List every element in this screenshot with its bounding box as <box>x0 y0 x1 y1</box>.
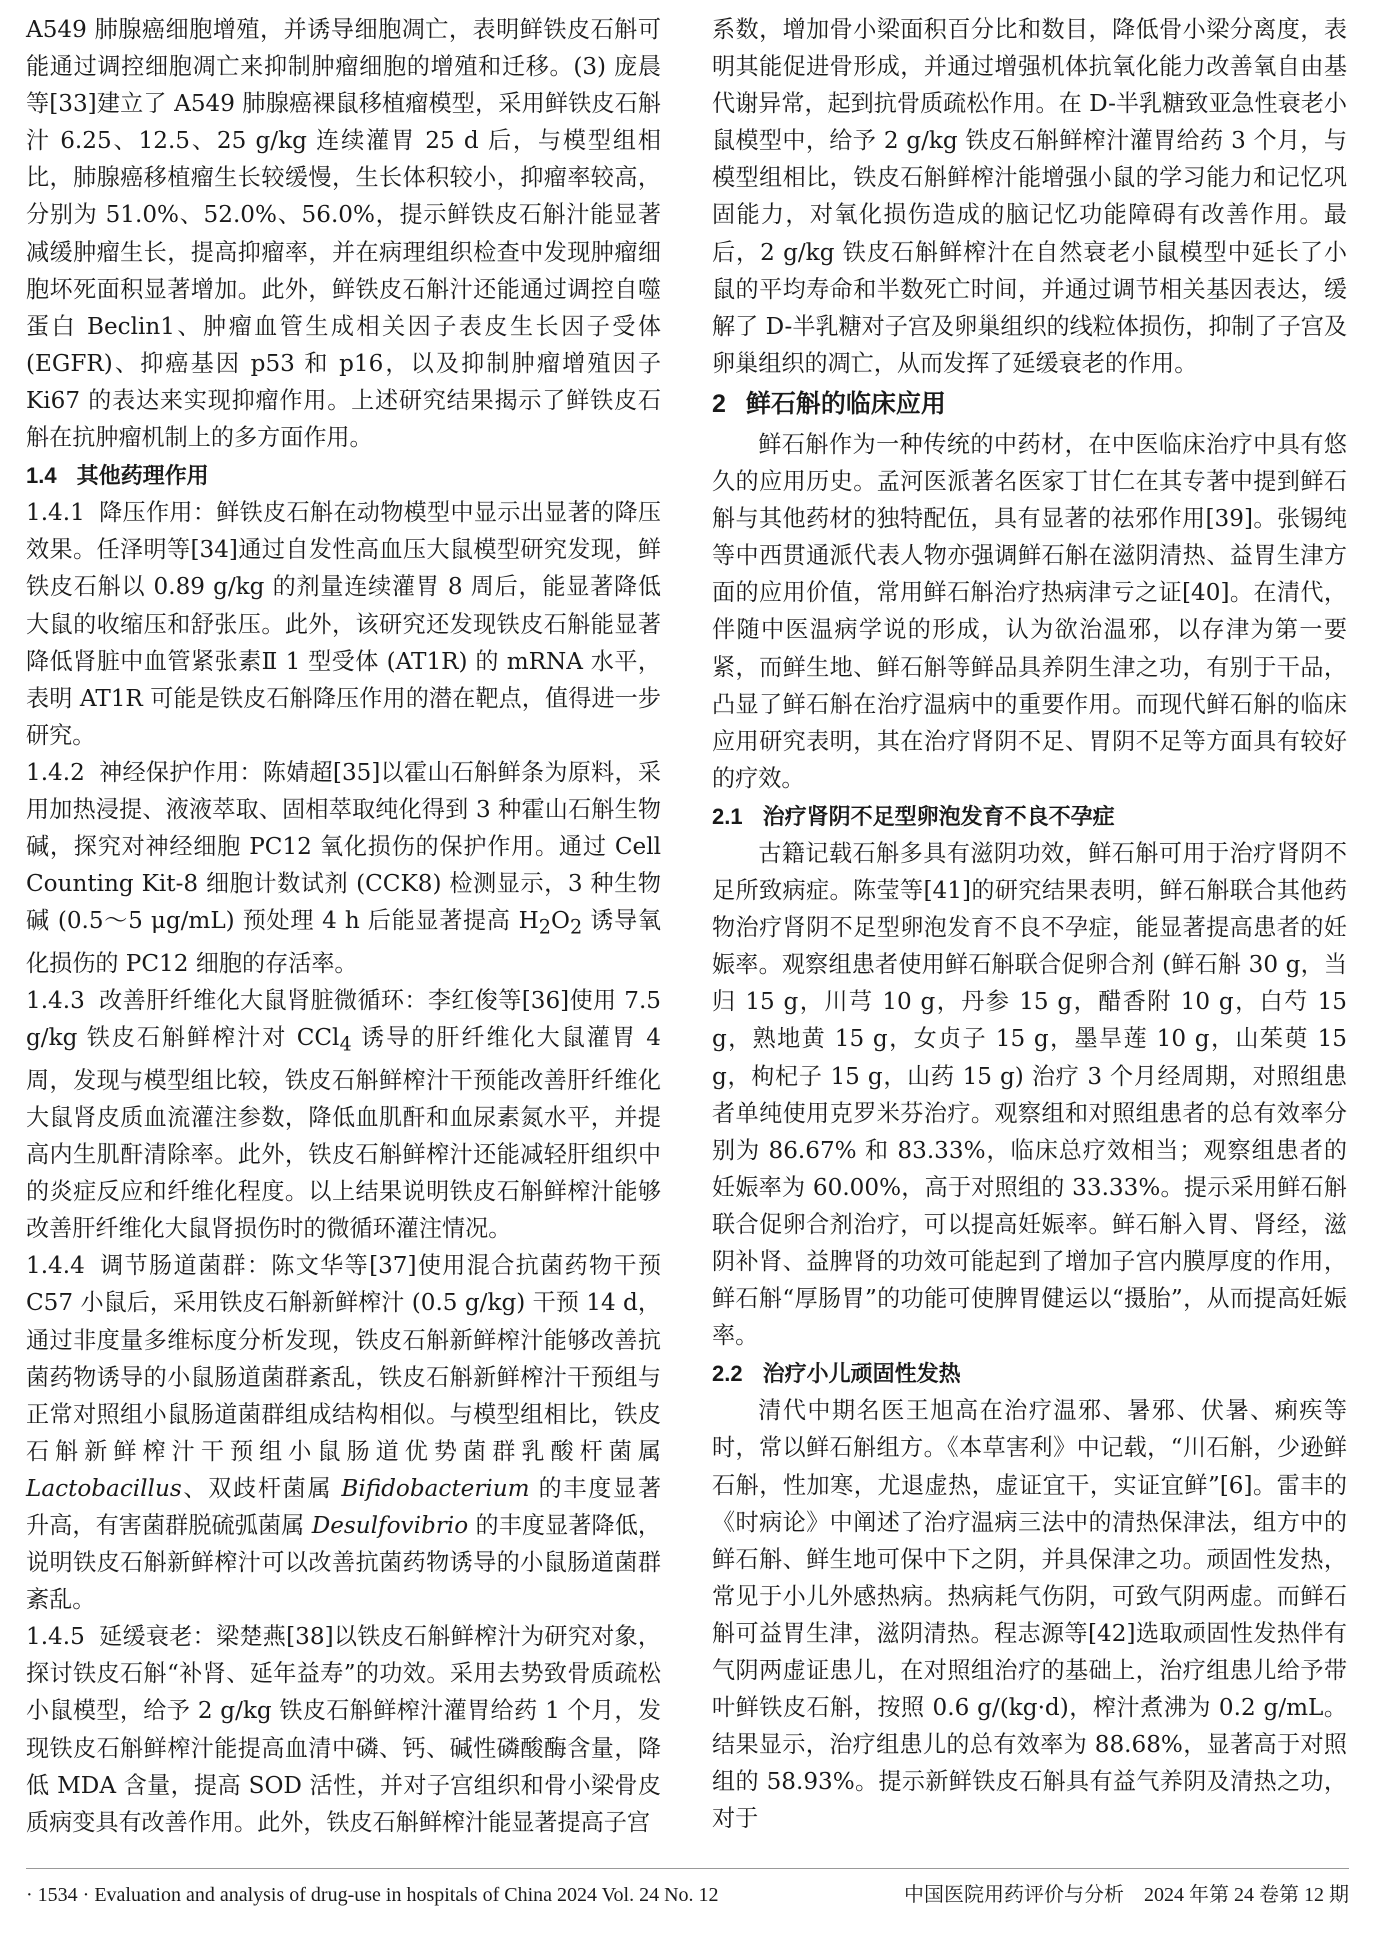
section-number: 2.1 <box>712 803 743 829</box>
subsection-text: 的丰度显著降低，说明铁皮石斛新鲜榨汁可以改善抗菌药物诱导的小鼠肠道菌群紊乱。 <box>26 1513 661 1614</box>
section-title: 其他药理作用 <box>76 464 209 490</box>
paragraph-antitumor-end: A549 肺腺癌细胞增殖，并诱导细胞凋亡，表明鲜铁皮石斛可能通过调控细胞凋亡来抑制肿瘤细胞的增殖和迁移。(3) 庞晨等[33]建立了 A549 肺腺癌裸鼠移植瘤模型，采用鲜铁皮石斛汁 6.25、12.5、25 g/kg 连续灌胃 25 d 后，与模型组相比，肺腺癌移植瘤生长较缓慢，生长体积较小，抑瘤率较高，分别为 51.0%、52.0%、56.0%，提示鲜铁皮石斛汁能显著减缓肿瘤生长，提高抑瘤率，并在病理组织检查中发现肿瘤细胞坏死面积显著增加。此外，鲜铁皮石斛汁还能通过调控自噬蛋白 Beclin1、肿瘤血管生成相关因子表皮生长因子受体 (EGFR)、抑癌基因 p53 和 p16，以及抑制肿瘤增殖因子 Ki67 的表达来实现抑瘤作用。上述研究结果揭示了鲜铁皮石斛在抗肿瘤机制上的多方面作用。 <box>26 17 661 452</box>
section-number: 1.4 <box>26 463 57 489</box>
paragraph-clinical-intro: 鲜石斛作为一种传统的中药材，在中医临床治疗中具有悠久的应用历史。孟河医派著名医家丁甘仁在其专著中提到鲜石斛与其他药材的独特配伍，具有显著的祛邪作用[39]。张锡纯等中西贯通派代表人物亦强调鲜石斛在滋阴清热、益胃生津方面的应用价值，常用鲜石斛治疗热病津亏之证[40]。在清代，伴随中医温病学说的形成，认为欲治温邪，以存津为第一要紧，而鲜生地、鲜石斛等鲜品具养阴生津之功，有别于干品，凸显了鲜石斛在治疗温病中的重要作用。而现代鲜石斛的临床应用研究表明，其在治疗肾阴不足、胃阴不足等方面具有较好的疗效。 <box>712 431 1347 792</box>
footer-journal-english: · 1534 · Evaluation and analysis of drug-use in hospitals of China 2024 Vol. 24 No. 12 <box>26 1884 719 1906</box>
genus-name: Bifidobacterium <box>341 1475 530 1502</box>
section-title: 治疗小儿顽固性发热 <box>762 1362 961 1388</box>
subsection-number: 1.4.3 <box>26 988 85 1015</box>
subsection-text: 调节肠道菌群：陈文华等[37]使用混合抗菌药物干预 C57 小鼠后，采用铁皮石斛新鲜榨汁 (0.5 g/kg) 干预 14 d，通过非度量多维标度分析发现，铁皮石斛新鲜榨汁能够改善抗菌药物诱导的小鼠肠道菌群紊乱，铁皮石斛新鲜榨汁干预组与正常对照组小鼠肠道菌群组成结构相似。与模型组相比，铁皮石斛新鲜榨汁干预组小鼠肠道优势菌群乳酸杆菌属 <box>26 1253 661 1465</box>
subsection-number: 1.4.2 <box>26 759 85 786</box>
subsection-1-4-3 <box>26 983 661 1248</box>
genus-name: Desulfovibrio <box>311 1513 469 1539</box>
subscript: 4 <box>339 1032 352 1056</box>
genus-name: Lactobacillus <box>26 1475 182 1502</box>
page-footer <box>26 1880 1349 1910</box>
subsection-text: 诱导的肝纤维化大鼠灌胃 4 周，发现与模型组比较，铁皮石斛鲜榨汁干预能改善肝纤维化大鼠肾皮质血流灌注参数，降低血肌酐和血尿素氮水平，并提高内生肌酐清除率。此外，铁皮石斛鲜榨汁还能减轻肝组织中的炎症反应和纤维化程度。以上结果说明铁皮石斛鲜榨汁能够改善肝纤维化大鼠肾损伤时的微循环灌注情况。 <box>26 1025 661 1243</box>
subsection-text: 改善肝纤维化大鼠肾脏微循环：李红俊等[36]使用 7.5 g/kg 铁皮石斛鲜榨汁对 CCl <box>26 988 661 1052</box>
subsection-number: 1.4.4 <box>26 1253 85 1280</box>
subsection-1-4-2 <box>26 755 661 983</box>
subsection-text: 的丰度显著升高，有害菌群脱硫弧菌属 <box>26 1475 661 1539</box>
footer-divider <box>26 1868 1349 1869</box>
subsection-number: 1.4.5 <box>26 1624 85 1651</box>
subsection-text: O <box>551 908 570 935</box>
footer-journal-chinese: 中国医院用药评价与分析 2024 年第 24 卷第 12 期 <box>904 1884 1349 1906</box>
subsection-text: 、双歧杆菌属 <box>181 1475 342 1502</box>
subsection-text: 降压作用：鲜铁皮石斛在动物模型中显示出显著的降压效果。任泽明等[34]通过自发性高血压大鼠模型研究发现，鲜铁皮石斛以 0.89 g/kg 的剂量连续灌胃 8 周后，能显著降低大鼠的收缩压和舒张压。此外，该研究还发现铁皮石斛能显著降低肾脏中血管紧张素Ⅱ 1 型受体 (AT1R) 的 mRNA 水平，表明 AT1R 可能是铁皮石斛降压作用的潜在靶点，值得进一步研究。 <box>26 500 661 749</box>
subsection-1-4-1 <box>26 495 661 755</box>
subsection-1-4-5 <box>26 1619 661 1842</box>
section-title: 鲜石斛的临床应用 <box>745 388 946 418</box>
subsection-1-4-4 <box>26 1248 661 1619</box>
section-title: 治疗肾阴不足型卵泡发育不良不孕症 <box>762 804 1115 830</box>
section-number: 2.2 <box>712 1361 743 1387</box>
paragraph-infertility: 古籍记载石斛多具有滋阴功效，鲜石斛可用于治疗肾阴不足所致病症。陈莹等[41]的研究结果表明，鲜石斛联合其他药物治疗肾阴不足型卵泡发育不良不孕症，能显著提高患者的妊娠率。观察组患者使用鲜石斛联合促卵合剂 (鲜石斛 30 g，当归 15 g，川芎 10 g，丹参 15 g，醋香附 10 g，白芍 15 g，熟地黄 15 g，女贞子 15 g，墨旱莲 10 g，山茱萸 15 g，枸杞子 15 g，山药 15 g) 治疗 3 个月经周期，对照组患者单纯使用克罗米芬治疗。观察组和对照组患者的总有效率分别为 86.67% 和 83.33%，临床总疗效相当；观察组患者的妊娠率为 60.00%，高于对照组的 33.33%。提示采用鲜石斛联合促卵合剂治疗，可以提高妊娠率。鲜石斛入胃、肾经，滋阴补肾、益脾肾的功效可能起到了增加子宫内膜厚度的作用，鲜石斛“厚肠胃”的功能可使脾胃健运以“摄胎”，从而提高妊娠率。 <box>712 840 1347 1350</box>
section-number: 2 <box>712 389 726 418</box>
subsection-text: 诱导氧化损伤的 PC12 细胞的存活率。 <box>26 908 661 977</box>
paragraph-antiaging-end: 系数，增加骨小梁面积百分比和数目，降低骨小梁分离度，表明其能促进骨形成，并通过增强机体抗氧化能力改善氧自由基代谢异常，起到抗骨质疏松作用。在 D-半乳糖致亚急性衰老小鼠模型中，给予 2 g/kg 铁皮石斛鲜榨汁灌胃给药 3 个月，与模型组相比，铁皮石斛鲜榨汁能增强小鼠的学习能力和记忆巩固能力，对氧化损伤造成的脑记忆功能障碍有改善作用。最后，2 g/kg 铁皮石斛鲜榨汁在自然衰老小鼠模型中延长了小鼠的平均寿命和半数死亡时间，并通过调节相关基因表达，缓解了 D-半乳糖对子宫及卵巢组织的线粒体损伤，抑制了子宫及卵巢组织的凋亡，从而发挥了延缓衰老的作用。 <box>712 17 1347 377</box>
subscript: 2 <box>538 915 552 939</box>
section-heading-1-4 <box>26 457 661 495</box>
subsection-text: 神经保护作用：陈婧超[35]以霍山石斛鲜条为原料，采用加热浸提、液液萃取、固相萃取纯化得到 3 种霍山石斛生物碱，探究对神经细胞 PC12 氧化损伤的保护作用。通过 Cell Counting Kit-8 细胞计数试剂 (CCK8) 检测显示，3 种生物碱 (0.5～5 μg/mL) 预处理 4 h 后能显著提高 H <box>26 759 661 935</box>
right-column <box>712 12 1347 1839</box>
left-column <box>26 12 661 1842</box>
paragraph-pediatric-fever: 清代中期名医王旭高在治疗温邪、暑邪、伏暑、痢疾等时，常以鲜石斛组方。《本草害利》中记载，“川石斛，少逊鲜石斛，性加寒，尤退虚热，虚证宜干，实证宜鲜”[6]。雷丰的《时病论》中阐述了治疗温病三法中的清热保津法，组方中的鲜石斛、鲜生地可保中下之阴，并具保津之功。顽固性发热，常见于小儿外感热病。热病耗气伤阴，可致气阴两虚。而鲜石斛可益胃生津，滋阴清热。程志源等[42]选取顽固性发热伴有气阴两虚证患儿，在对照组治疗的基础上，治疗组患儿给予带叶鲜铁皮石斛，按照 0.6 g/(kg·d)，榨汁煮沸为 0.2 g/mL。结果显示，治疗组患儿的总有效率为 88.68%，显著高于对照组的 58.93%。提示新鲜铁皮石斛具有益气养阴及清热之功，对于 <box>712 1398 1347 1833</box>
section-heading-2 <box>712 385 1347 423</box>
section-heading-2-2 <box>712 1355 1347 1393</box>
subsection-number: 1.4.1 <box>26 500 85 527</box>
subsection-text: 延缓衰老：梁楚燕[38]以铁皮石斛鲜榨汁为研究对象，探讨铁皮石斛“补肾、延年益寿”的功效。采用去势致骨质疏松小鼠模型，给予 2 g/kg 铁皮石斛鲜榨汁灌胃给药 1 个月，发现铁皮石斛鲜榨汁能提高血清中磷、钙、碱性磷酸酶含量，降低 MDA 含量，提高 SOD 活性，并对子宫组织和骨小梁骨皮质病变具有改善作用。此外，铁皮石斛鲜榨汁能显著提高子宫 <box>26 1624 661 1836</box>
subscript: 2 <box>570 915 583 939</box>
section-heading-2-1 <box>712 798 1347 836</box>
